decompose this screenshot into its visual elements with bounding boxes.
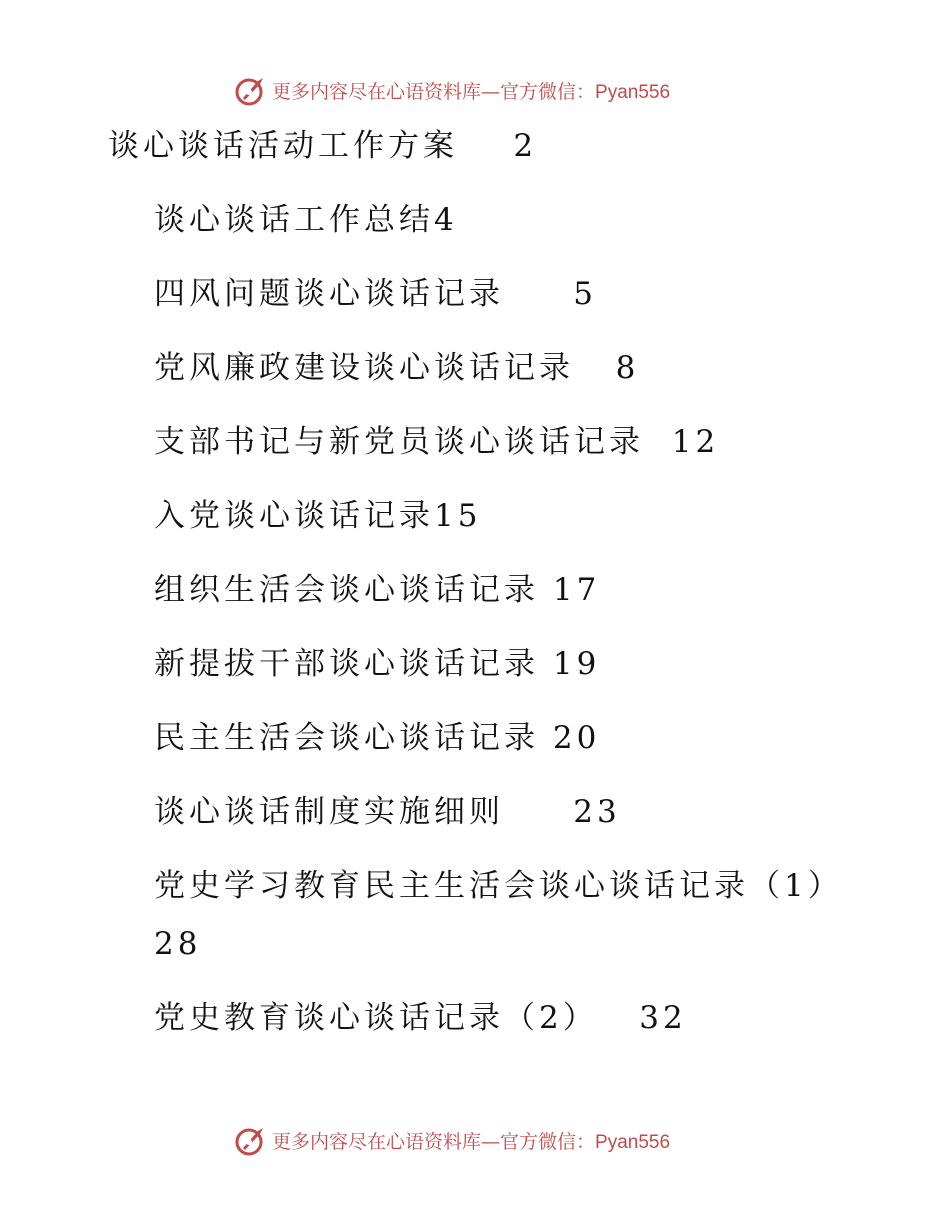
toc-entry-title: 新提拔干部谈心谈话记录 [154,646,539,682]
toc-entry-page: 28 [154,926,202,962]
toc-entry-gap [539,646,553,682]
toc-entry-gap [539,720,553,756]
toc-entry-title: 入党谈心谈话记录 [154,498,434,534]
toc-entry-title: 谈心谈话制度实施细则 [154,794,504,830]
toc-entry[interactable] [154,422,719,462]
toc-entry-page: 2 [513,128,538,164]
watermark-wechat-label: 官方微信： [500,80,596,103]
toc-entry-page: 4 [434,202,458,238]
toc-entry-page: 5 [573,276,598,312]
toc-entry[interactable] [154,866,843,906]
toc-entry-gap [598,1000,640,1036]
toc-entry[interactable] [154,570,600,610]
toc-entry-page: 12 [671,424,720,460]
watermark-wechat-id: Pyan556 [595,81,671,103]
toc-entry-title: 支部书记与新党员谈心谈话记录 [154,424,644,460]
toc-entry-title: 组织生活会谈心谈话记录 [154,572,539,608]
toc-entry-title: 党风廉政建设谈心谈话记录 [154,350,574,386]
toc-entry-gap [539,572,553,608]
toc-entry-title: 谈心谈话活动工作方案 [108,128,458,164]
toc-entry-title: 党史教育谈心谈话记录（2） [154,1000,598,1036]
toc-entry-page: 8 [615,350,640,386]
toc-entry-page: 20 [552,720,601,756]
toc-entry-gap [644,424,672,460]
toc-entry-title: 四风问题谈心谈话记录 [154,276,504,312]
toc-entry-gap [574,350,616,386]
pen-nib-icon [234,1123,268,1157]
toc-entry-title: 党史学习教育民主生活会谈心谈话记录（1） [154,868,843,904]
toc-entry-gap [504,276,573,312]
watermark-wechat-label: 官方微信： [500,1130,596,1153]
toc-entry[interactable] [154,792,621,832]
toc-entry-page: 32 [639,1000,687,1036]
toc-entry-page: 19 [552,646,601,682]
toc-entry[interactable] [154,496,481,536]
toc-entry-page: 17 [552,572,601,608]
watermark-wechat-id: Pyan556 [595,1131,671,1153]
toc-entry-title: 民主生活会谈心谈话记录 [154,720,539,756]
toc-entry-title: 谈心谈话工作总结 [154,202,434,238]
toc-entry[interactable] [154,348,639,388]
toc-entry-gap [458,128,513,164]
watermark-text [272,1127,670,1154]
toc-entry-page: 23 [573,794,621,830]
watermark-separator: — [481,80,501,103]
toc-entry[interactable] [154,998,687,1038]
toc-entry[interactable] [154,644,600,684]
toc-entry[interactable] [108,126,537,166]
footer-watermark [234,1120,670,1160]
toc-entry-wrap[interactable] [154,924,201,964]
toc-entry-gap [504,794,573,830]
toc-entry[interactable] [154,200,458,240]
watermark-site: 更多内容尽在心语资料库 [272,1130,482,1153]
toc-entry[interactable] [154,718,600,758]
toc-entry-page: 15 [434,498,482,534]
watermark-site: 更多内容尽在心语资料库 [272,80,482,103]
toc-entry[interactable] [154,274,597,314]
watermark-separator: — [481,1130,501,1153]
